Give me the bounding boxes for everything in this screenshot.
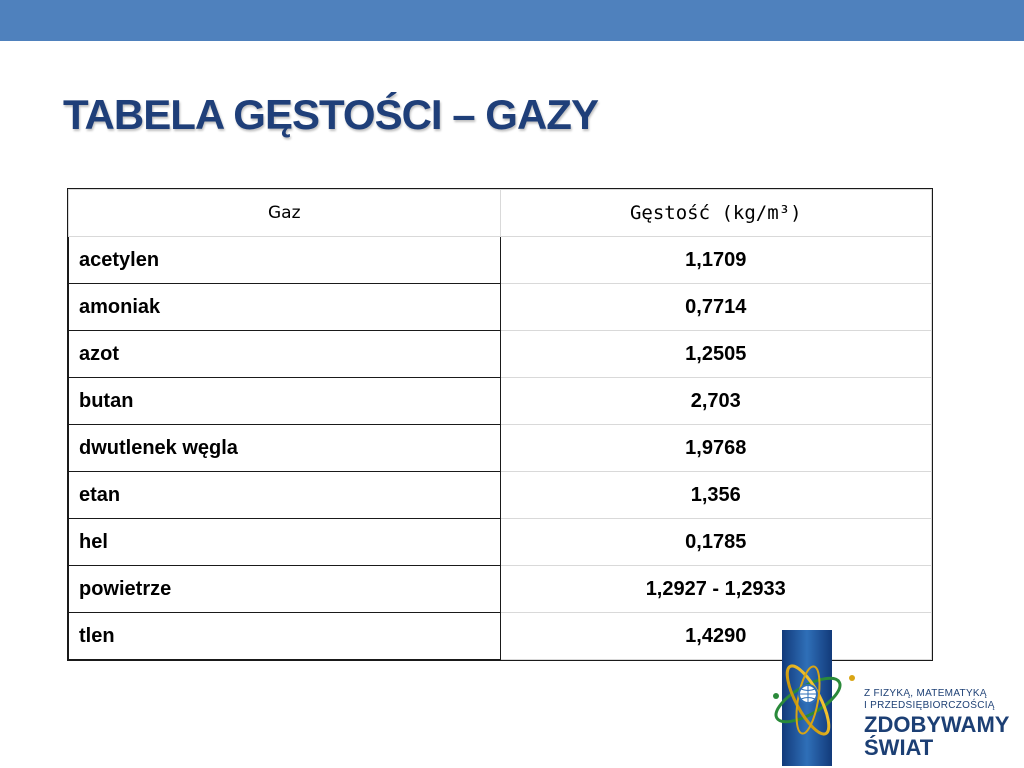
density-value-cell: 1,1709: [500, 237, 932, 284]
table-row: [69, 566, 932, 613]
density-value-cell: 2,703: [500, 378, 932, 425]
gas-name-cell: hel: [69, 519, 501, 566]
gas-name-cell: acetylen: [69, 237, 501, 284]
table-row: [69, 472, 932, 519]
table-header-row: [69, 190, 932, 237]
gas-name-cell: powietrze: [69, 566, 501, 613]
density-value-cell: 1,4290: [500, 613, 932, 660]
density-value-cell: 1,2927 - 1,2933: [500, 566, 932, 613]
gas-name-cell: butan: [69, 378, 501, 425]
logo-line-2: I PRZEDSIĘBIORCZOŚCIĄ: [864, 700, 995, 711]
table-row: [69, 284, 932, 331]
density-table: [68, 189, 932, 660]
gas-name-cell: tlen: [69, 613, 501, 660]
table-row: [69, 519, 932, 566]
density-value-cell: 1,9768: [500, 425, 932, 472]
table-row: [69, 425, 932, 472]
top-accent-bar: [0, 0, 1024, 41]
density-value-cell: 0,7714: [500, 284, 932, 331]
gas-name-cell: dwutlenek węgla: [69, 425, 501, 472]
density-value-cell: 0,1785: [500, 519, 932, 566]
gas-name-cell: amoniak: [69, 284, 501, 331]
table-row: [69, 378, 932, 425]
program-logo: [768, 622, 1024, 768]
density-value-cell: 1,356: [500, 472, 932, 519]
header-gas: Gaz: [69, 190, 501, 237]
header-density: Gęstość (kg/m³): [500, 190, 932, 237]
slide-title: TABELA GĘSTOŚCI – GAZY: [63, 91, 598, 138]
table-row: [69, 237, 932, 284]
gas-name-cell: etan: [69, 472, 501, 519]
logo-line-4: ŚWIAT: [864, 735, 934, 760]
gas-name-cell: azot: [69, 331, 501, 378]
logo-line-3: ZDOBYWAMY: [864, 712, 1010, 737]
logo-line-1: Z FIZYKĄ, MATEMATYKĄ: [864, 688, 987, 699]
table-row: [69, 331, 932, 378]
density-value-cell: 1,2505: [500, 331, 932, 378]
